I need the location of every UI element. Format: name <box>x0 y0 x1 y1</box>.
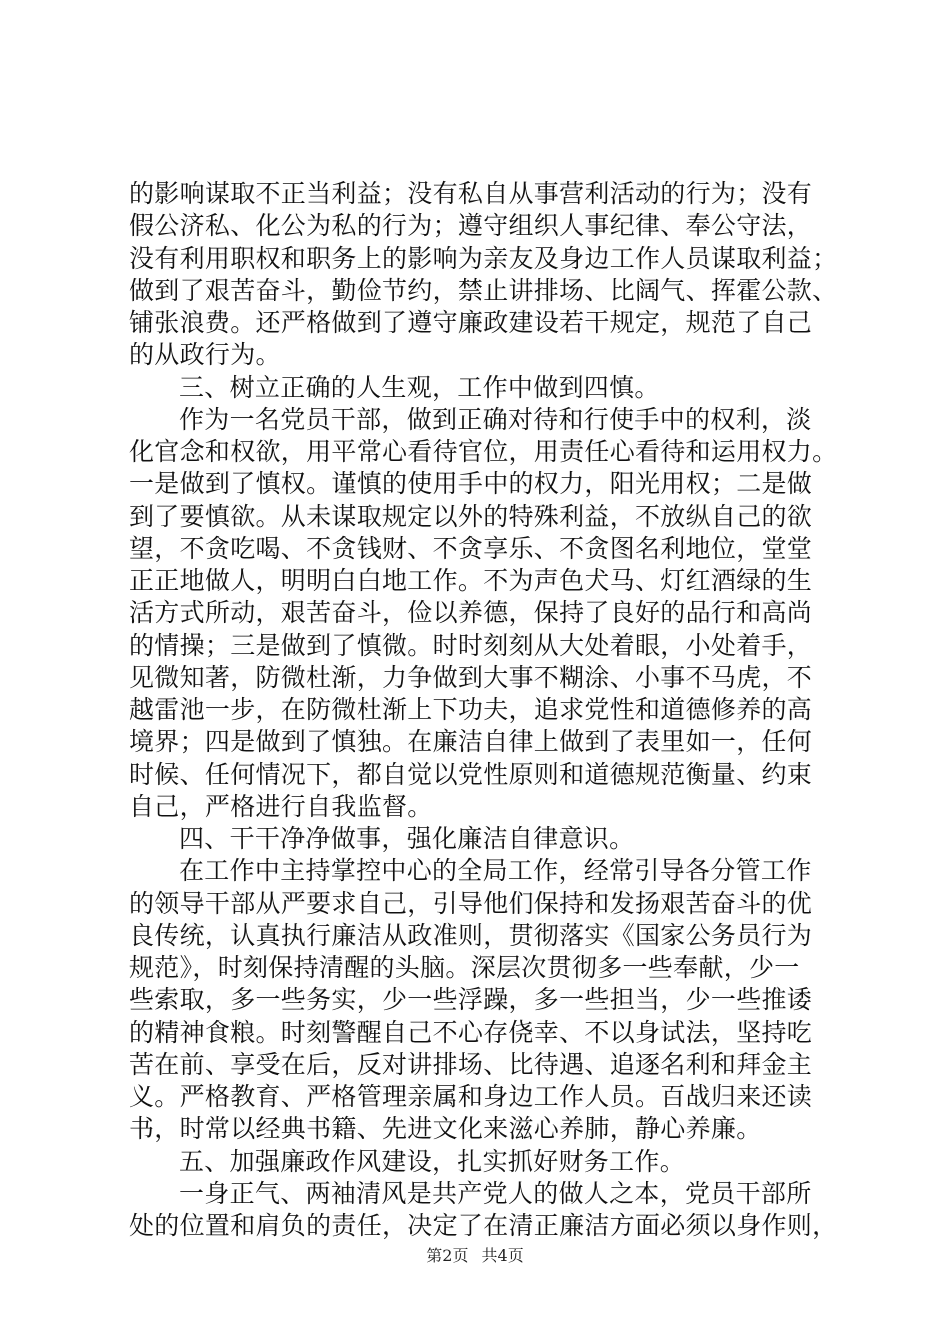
text-line: 规范》，时刻保持清醒的头脑。深层次贯彻多一些奉献，少一 <box>129 953 800 982</box>
text-line: 的精神食粮。时刻警醒自己不心存侥幸、不以身试法，坚持吃 <box>129 1017 813 1047</box>
text-line: 的从政行为。 <box>129 340 281 370</box>
text-line: 处的位置和肩负的责任，决定了在清正廉洁方面必须以身作则， <box>129 1211 838 1240</box>
text-line: 越雷池一步，在防微杜渐上下功夫，追求党性和道德修养的高 <box>129 695 813 724</box>
text-line: 假公济私、化公为私的行为；遵守组织人事纪律、奉公守法， <box>129 211 813 241</box>
text-line: 一是做到了慎权。谨慎的使用手中的权力，阳光用权；二是做 <box>129 469 813 499</box>
page-number: 第2页 <box>426 1246 469 1265</box>
text-line: 苦在前、享受在后，反对讲排场、比待遇、追逐名利和拜金主 <box>129 1049 813 1079</box>
document-body <box>129 178 838 1242</box>
text-line: 的领导干部从严要求自己，引导他们保持和发扬艰苦奋斗的优 <box>129 888 813 918</box>
text-line: 没有利用职权和职务上的影响为亲友及身边工作人员谋取利益； <box>129 243 838 273</box>
text-line: 书，时常以经典书籍、先进文化来滋心养肺，静心养廉。 <box>129 1114 762 1144</box>
section-heading: 四、干干净净做事，强化廉洁自律意识。 <box>179 824 635 853</box>
page-footer <box>0 1246 950 1266</box>
page-total: 共4页 <box>481 1246 524 1265</box>
text-line: 活方式所动，艰苦奋斗，俭以养德，保持了良好的品行和高尚 <box>129 598 813 628</box>
text-line: 到了要慎欲。从未谋取规定以外的特殊利益，不放纵自己的欲 <box>129 501 813 531</box>
paragraph-start: 一身正气、两袖清风是共产党人的做人之本，党员干部所 <box>179 1178 812 1208</box>
text-line: 做到了艰苦奋斗，勤俭节约，禁止讲排场、比阔气、挥霍公款、 <box>129 275 838 305</box>
section-heading: 五、加强廉政作风建设，扎实抓好财务工作。 <box>179 1146 686 1176</box>
text-line: 些索取，多一些务实，少一些浮躁，多一些担当，少一些推诿 <box>129 985 813 1015</box>
text-line: 化官念和权欲，用平常心看待官位，用责任心看待和运用权力。 <box>129 437 838 466</box>
section-heading: 三、树立正确的人生观，工作中做到四慎。 <box>179 372 660 402</box>
text-line: 的影响谋取不正当利益；没有私自从事营利活动的行为；没有 <box>129 179 813 208</box>
paragraph-start: 在工作中主持掌控中心的全局工作，经常引导各分管工作 <box>179 856 812 886</box>
text-line: 见微知著，防微杜渐，力争做到大事不糊涂、小事不马虎，不 <box>129 662 813 692</box>
text-line: 良传统，认真执行廉洁从政准则，贯彻落实《国家公务员行为 <box>129 920 813 950</box>
text-line: 望，不贪吃喝、不贪钱财、不贪享乐、不贪图名利地位，堂堂 <box>129 533 813 563</box>
text-line: 正正地做人，明明白白地工作。不为声色犬马、灯红酒绿的生 <box>129 566 813 595</box>
text-line: 时候、任何情况下，都自觉以党性原则和道德规范衡量、约束 <box>129 759 813 789</box>
paragraph-start: 作为一名党员干部，做到正确对待和行使手中的权利，淡 <box>179 404 812 434</box>
text-line: 铺张浪费。还严格做到了遵守廉政建设若干规定，规范了自己 <box>129 308 813 337</box>
text-line: 的情操；三是做到了慎微。时时刻刻从大处着眼，小处着手， <box>129 630 813 660</box>
text-line: 自己，严格进行自我监督。 <box>129 791 433 821</box>
text-line: 境界；四是做到了慎独。在廉洁自律上做到了表里如一，任何 <box>129 727 813 757</box>
text-line: 义。严格教育、严格管理亲属和身边工作人员。百战归来还读 <box>129 1082 813 1111</box>
